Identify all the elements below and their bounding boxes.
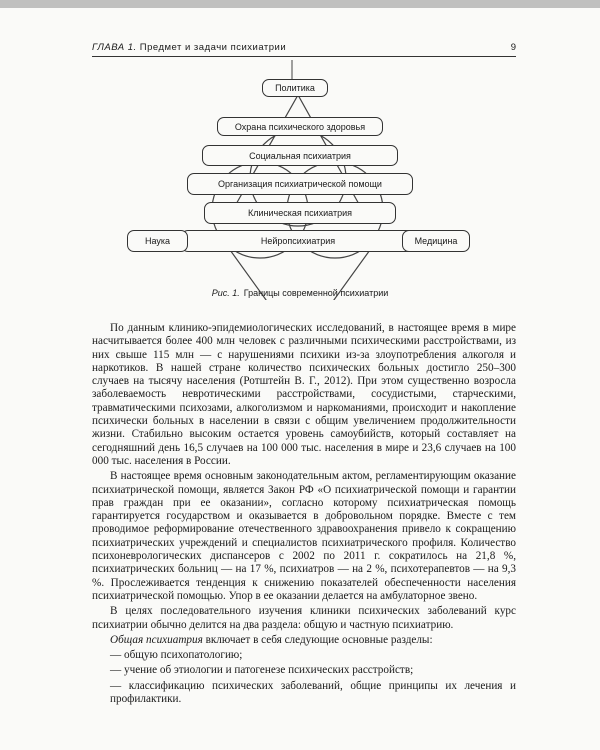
box-social-psychiatry: Социальная психиатрия — [202, 145, 398, 166]
list-item: — классификацию психических заболеваний, общие принципы их лечения и профилактики. — [110, 679, 516, 706]
body-text — [92, 322, 516, 708]
paragraph-2: В настоящее время основным законодательным актом, регламентирующим оказание психиатрической помощи, является Закон РФ «О психиатрической помощи и гарантии прав граждан при ее оказании», согласно которому психиатрическая помощь гарантируется государством и оказывается в добровольном порядке. Вместе с тем проводимое реформирование отечественного здравоохранения привело к сокращению психиатрических учреждений и специалистов психиатрического профиля. Количество психоневрологических диспансеров с 2002 по 2011 г. сократилось на 21,8 %, психиатрических больниц — на 17 %, психиатров — на 2 %, психотерапевтов — на 9,3 %. Прослеживается тенденция к снижению показателей обеспеченности населения психиатрической помощью. Упор в ее оказании делается на амбулаторное звено. — [92, 470, 516, 602]
list-item: — общую психопатологию; — [110, 649, 243, 662]
paragraph-4-rest: включает в себя следующие основные разделы: — [202, 633, 433, 646]
chapter-title: Предмет и задачи психиатрии — [139, 42, 287, 53]
top-scan-edge — [0, 0, 600, 8]
box-science: Наука — [127, 230, 188, 252]
paragraph-3: В целях последовательного изучения клиники психических заболеваний курс психиатрии обычно делится на два раздела: общую и частную психиатрию. — [92, 605, 516, 631]
page-number: 9 — [510, 42, 516, 53]
box-organization-care: Организация психиатрической помощи — [187, 173, 413, 195]
caption-text: Границы современной психиатрии — [243, 288, 389, 298]
list-item: — учение об этиологии и патогенезе психических расстройств; — [110, 664, 414, 677]
paragraph-1: По данным клинико-эпидемиологических исследований, в настоящее время в мире насчитывается более 400 млн человек с различными психическими расстройствами, из них свыше 115 млн — с нарушениями психики из-за злоупотребления алкоголя и наркотиков. В нашей стране количество психических больных достигло 250–300 случаев на тысячу населения (Ротштейн В. Г., 2012). При этом существенно возросла заболеваемость невротическими расстройствами, сосудистыми, старческими, травматическими психозами, алкоголизмом и наркоманиями, происходит и накопление психически больных в населении в связи с общим увеличением продолжительности жизни. Стабильно высоким остается уровень самоубийств, который составляет на сегодняшний день 16,5 случаев на 100 000 тыс. населения в мире и 23,6 случаев на 100 000 тыс. населения в России. — [92, 322, 516, 467]
caption-label: Рис. 1. — [211, 288, 240, 298]
chapter-label: ГЛАВА 1. — [92, 42, 137, 53]
paragraph-4 — [92, 634, 516, 647]
box-neuropsychiatry: Нейропсихиатрия — [181, 230, 415, 252]
box-clinical-psychiatry: Клиническая психиатрия — [204, 202, 396, 224]
term-general-psychiatry: Общая психиатрия — [110, 633, 203, 646]
figure-caption — [0, 288, 600, 298]
figure — [0, 60, 600, 300]
box-politics: Политика — [262, 79, 328, 97]
box-medicine: Медицина — [402, 230, 470, 252]
running-header — [92, 40, 516, 57]
header-chapter — [92, 42, 286, 53]
box-mental-health-protection: Охрана психического здоровья — [217, 117, 383, 136]
